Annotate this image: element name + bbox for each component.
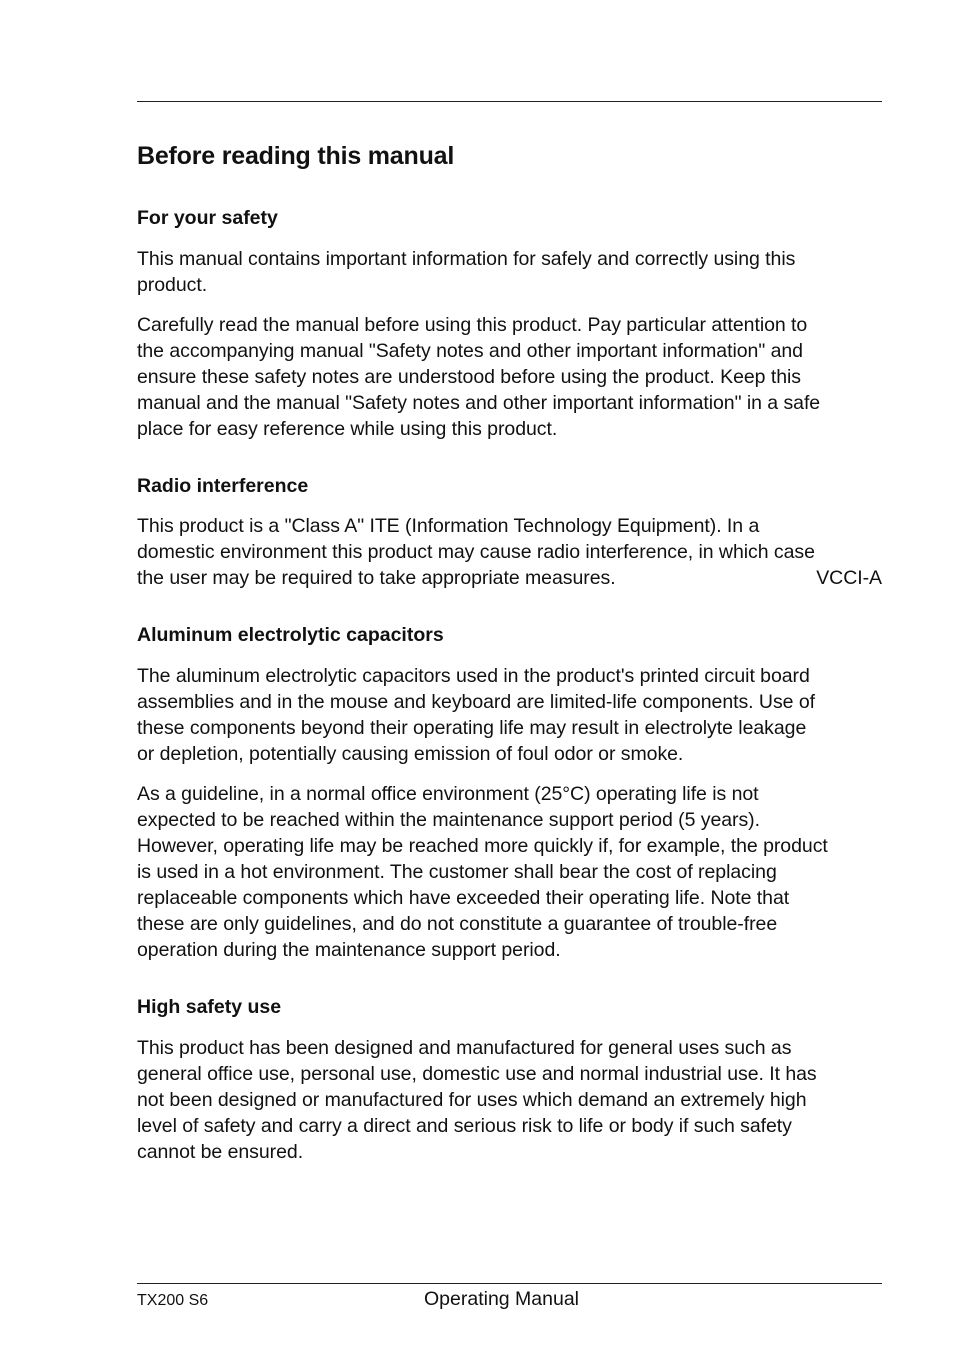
paragraph	[137, 246, 882, 298]
paragraph	[137, 513, 882, 591]
footer-rule	[137, 1283, 882, 1284]
text-line: domestic environment this product may cause radio interference, in which case	[137, 541, 815, 563]
footer-model: TX200 S6	[137, 1292, 209, 1309]
paragraph	[137, 312, 882, 442]
paragraph	[137, 781, 882, 963]
text-line: replaceable components which have exceeded their operating life. Note that	[137, 887, 790, 909]
text-line: This manual contains important information for safely and correctly using this	[137, 248, 796, 270]
page-title: Before reading this manual	[137, 142, 455, 170]
section-heading-capacitors: Aluminum electrolytic capacitors	[137, 624, 444, 646]
text-line: Carefully read the manual before using this product. Pay particular attention to	[137, 314, 808, 336]
vcci-class-tag: VCCI-A	[816, 567, 882, 589]
section-heading-safety: For your safety	[137, 207, 278, 229]
text-line: level of safety and carry a direct and serious risk to life or body if such safety	[137, 1115, 792, 1137]
text-line: the accompanying manual "Safety notes and other important information" and	[137, 340, 803, 362]
text-line: assemblies and in the mouse and keyboard are limited-life components. Use of	[137, 691, 815, 713]
section-heading-high-safety: High safety use	[137, 996, 282, 1018]
text-line: place for easy reference while using this product.	[137, 418, 558, 440]
footer-doc-type: Operating Manual	[424, 1288, 580, 1310]
text-line: not been designed or manufactured for uses which demand an extremely high	[137, 1089, 807, 1111]
text-line: ensure these safety notes are understood before using the product. Keep this	[137, 366, 801, 388]
text-line: or depletion, potentially causing emission of foul odor or smoke.	[137, 743, 684, 765]
text-line: the user may be required to take appropriate measures.	[137, 567, 616, 589]
text-line: product.	[137, 274, 208, 296]
text-line: manual and the manual "Safety notes and other important information" in a safe	[137, 392, 821, 414]
text-line: operation during the maintenance support period.	[137, 939, 561, 961]
paragraph	[137, 663, 882, 767]
text-line: This product is a "Class A" ITE (Information Technology Equipment). In a	[137, 515, 760, 537]
header-rule	[137, 101, 882, 102]
text-line: these components beyond their operating life may result in electrolyte leakage	[137, 717, 807, 739]
text-line: The aluminum electrolytic capacitors used in the product's printed circuit board	[137, 665, 810, 687]
text-line: cannot be ensured.	[137, 1141, 304, 1163]
text-line: is used in a hot environment. The customer shall bear the cost of replacing	[137, 861, 777, 883]
text-line: As a guideline, in a normal office environment (25°C) operating life is not	[137, 783, 759, 805]
text-line: these are only guidelines, and do not constitute a guarantee of trouble-free	[137, 913, 778, 935]
section-heading-radio: Radio interference	[137, 475, 309, 497]
text-line: This product has been designed and manufactured for general uses such as	[137, 1037, 792, 1059]
text-line: general office use, personal use, domestic use and normal industrial use. It has	[137, 1063, 817, 1085]
text-line-with-tag	[137, 565, 882, 591]
text-line: However, operating life may be reached more quickly if, for example, the product	[137, 835, 828, 857]
text-line: expected to be reached within the maintenance support period (5 years).	[137, 809, 760, 831]
paragraph	[137, 1035, 882, 1165]
